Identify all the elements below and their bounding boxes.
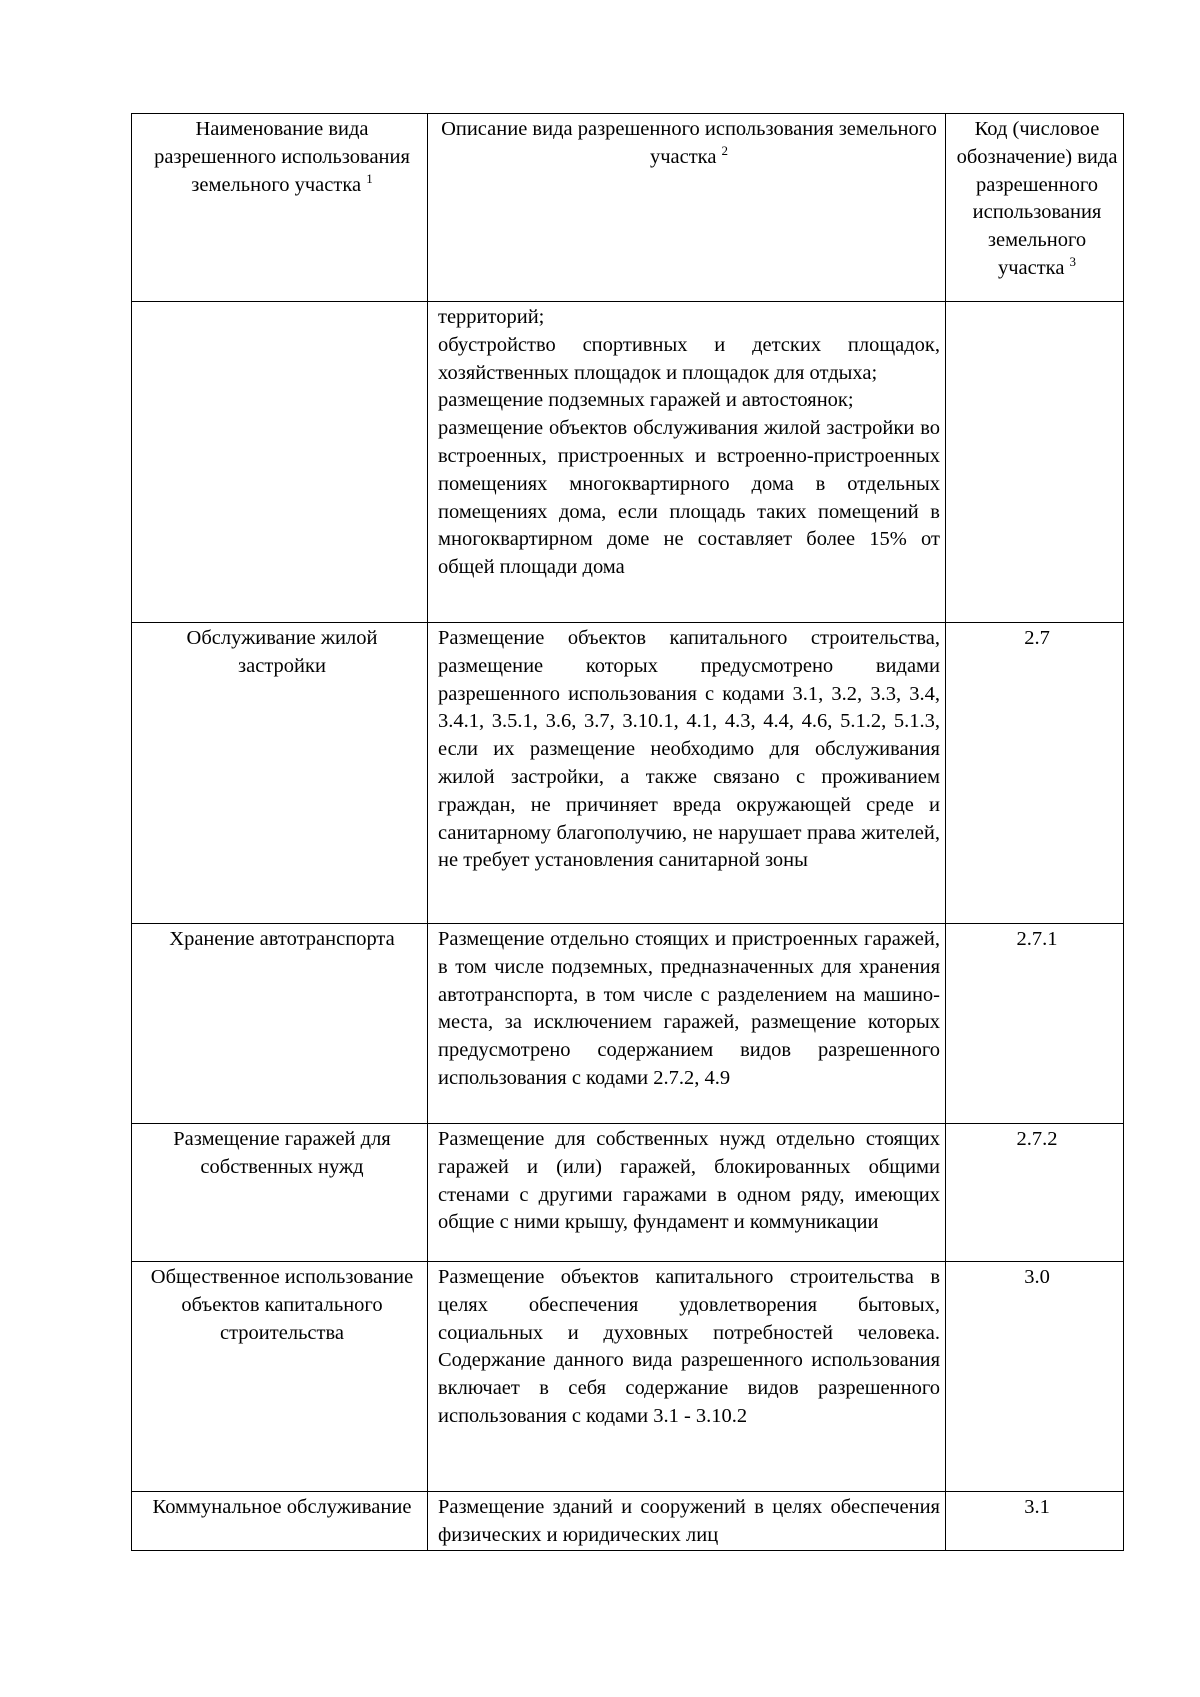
description-paragraph: обустройство спортивных и детских площадок, хозяйственных площадок и площадок для отдыха; bbox=[438, 333, 940, 384]
row-name-cell: Коммунальное обслуживание bbox=[132, 1492, 428, 1551]
row-name-cell: Обслуживание жилой застройки bbox=[132, 623, 428, 924]
row-code-cell: 2.7.2 bbox=[946, 1124, 1124, 1262]
table-row bbox=[132, 1262, 1124, 1492]
table-header-row bbox=[132, 114, 1124, 302]
land-use-table bbox=[131, 113, 1124, 1551]
row-description-cell: Размещение зданий и сооружений в целях обеспечения физических и юридических лиц bbox=[428, 1492, 946, 1551]
table-row bbox=[132, 1124, 1124, 1262]
table-row bbox=[132, 1492, 1124, 1551]
table-row bbox=[132, 924, 1124, 1124]
row-name-cell bbox=[132, 302, 428, 623]
header-description-column: Описание вида разрешенного использования земельного участка $^2$ bbox=[428, 114, 946, 302]
row-description-cell: Размещение объектов капитального строительства в целях обеспечения удовлетворения бытовых, социальных и духовных потребностей человека. Содержание данного вида разрешенного использования включает в себя содержание видов разрешенного использования с кодами 3.1 - 3.10.2 bbox=[428, 1262, 946, 1492]
row-code-cell: 2.7.1 bbox=[946, 924, 1124, 1124]
row-code-cell: 3.0 bbox=[946, 1262, 1124, 1492]
row-description-cell: Размещение отдельно стоящих и пристроенных гаражей, в том числе подземных, предназначенных для хранения автотранспорта, в том числе с разделением на машино-места, за исключением гаражей, размещение которых предусмотрено содержанием видов разрешенного использования с кодами 2.7.2, 4.9 bbox=[428, 924, 946, 1124]
row-code-cell: 2.7 bbox=[946, 623, 1124, 924]
table-row bbox=[132, 302, 1124, 623]
table-row bbox=[132, 623, 1124, 924]
row-description-cell: Размещение для собственных нужд отдельно стоящих гаражей и (или) гаражей, блокированных общими стенами с другими гаражами в одном ряду, имеющих общие с ними крышу, фундамент и коммуникации bbox=[428, 1124, 946, 1262]
row-name-cell: Размещение гаражей для собственных нужд bbox=[132, 1124, 428, 1262]
row-name-cell: Общественное использование объектов капитального строительства bbox=[132, 1262, 428, 1492]
header-code-column: Код (числовое обозначение) вида разрешенного использования земельного участка $^3$ bbox=[946, 114, 1124, 302]
description-paragraph: размещение подземных гаражей и автостоянок; bbox=[438, 389, 854, 412]
row-description-cell: Размещение объектов капитального строительства, размещение которых предусмотрено видами разрешенного использования с кодами 3.1, 3.2, 3.3, 3.4, 3.4.1, 3.5.1, 3.6, 3.7, 3.10.1, 4.1, 4.3, 4.4, 4.6, 5.1.2, 5.1.3, если их размещение необходимо для обслуживания жилой застройки, а также связано с проживанием граждан, не причиняет вреда окружающей среде и санитарному благополучию, не нарушает права жителей, не требует установления санитарной зоны bbox=[428, 623, 946, 924]
header-name-column: Наименование вида разрешенного использования земельного участка $^1$ bbox=[132, 114, 428, 302]
description-paragraph: территорий; bbox=[438, 306, 545, 328]
row-code-cell bbox=[946, 302, 1124, 623]
description-paragraph: размещение объектов обслуживания жилой застройки во встроенных, пристроенных и встроенно-пристроенных помещениях многоквартирного дома в отдельных помещениях дома, если площадь таких помещений в многоквартирном доме не составляет более 15% от общей площади дома bbox=[438, 417, 940, 579]
row-description-cell bbox=[428, 302, 946, 623]
row-name-cell: Хранение автотранспорта bbox=[132, 924, 428, 1124]
row-code-cell: 3.1 bbox=[946, 1492, 1124, 1551]
